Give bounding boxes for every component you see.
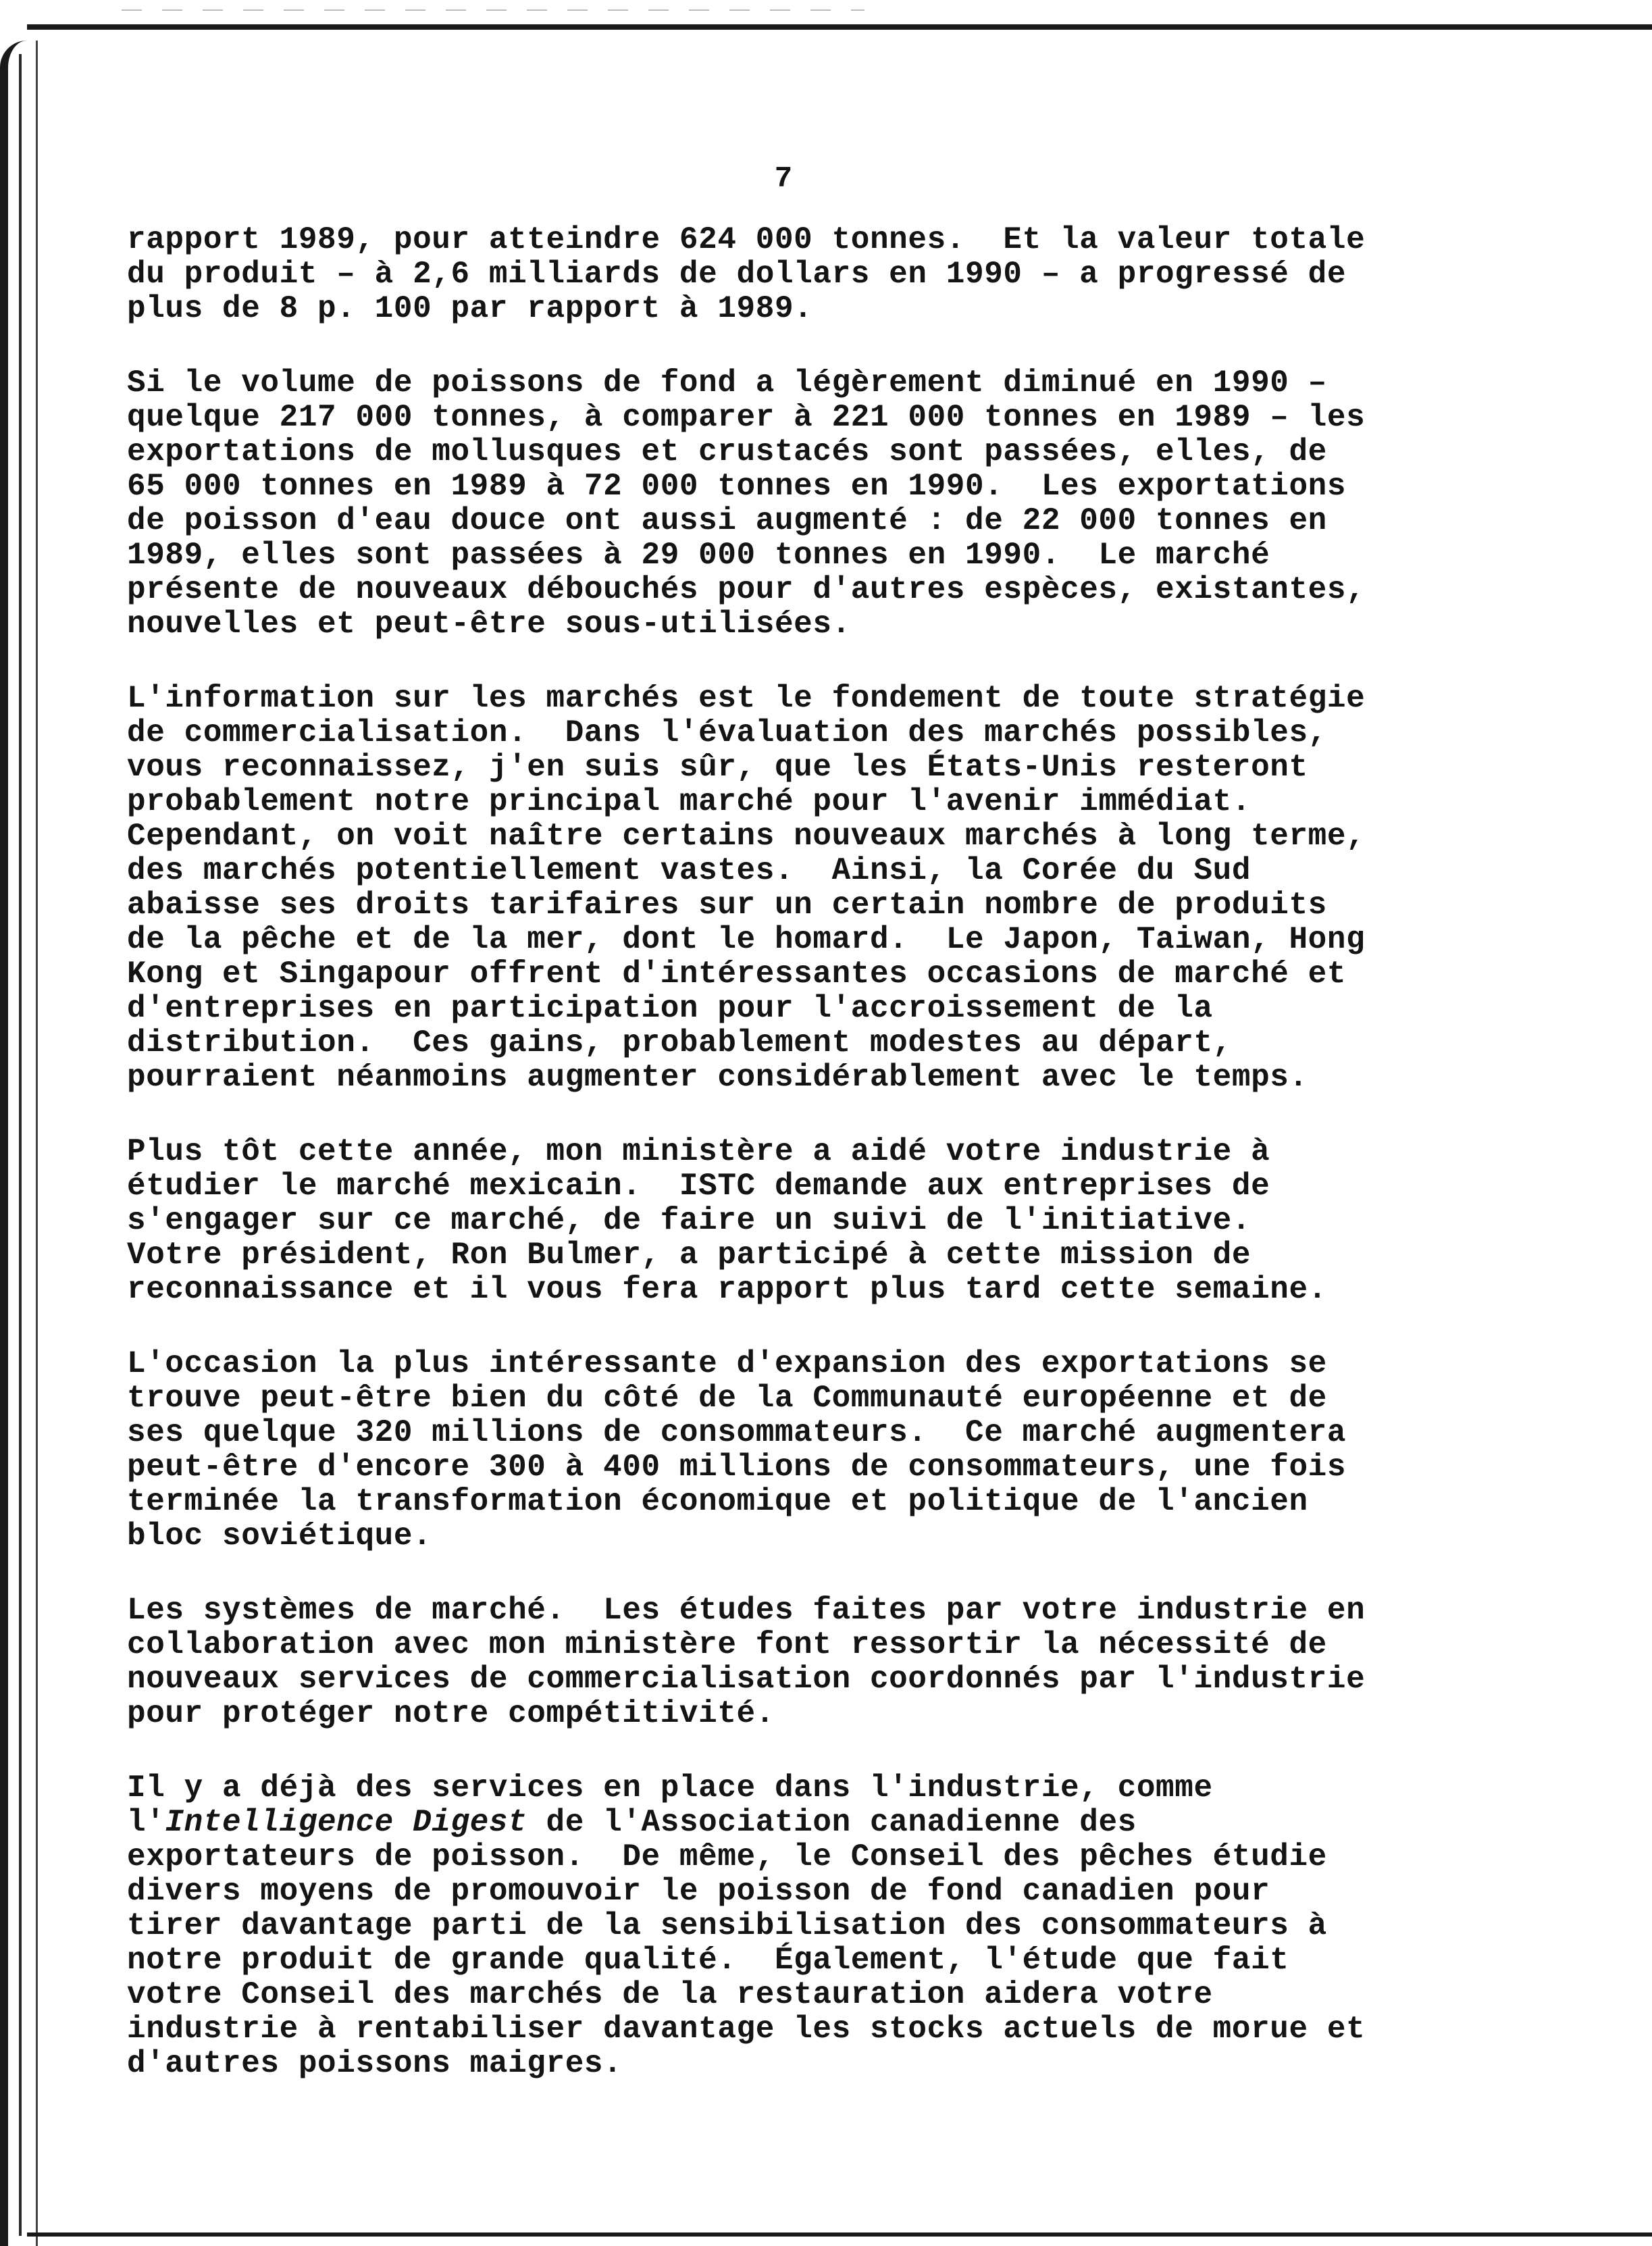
- paragraph-industry-services: [127, 1771, 1545, 2081]
- paragraph-export-volume: [127, 223, 1545, 326]
- text-line: Si le volume de poissons de fond a légèrement diminué en 1990 –: [127, 365, 1327, 401]
- publication-title: Intelligence Digest: [165, 1805, 527, 1840]
- text-line: exportateurs de poisson. De même, le Conseil des pêches étudie: [127, 1839, 1327, 1874]
- text-line: [127, 682, 1545, 716]
- text-line: vous reconnaissez, j'en suis sûr, que les États-Unis resteront: [127, 750, 1308, 785]
- text-line: [127, 1593, 1545, 1628]
- text-line: Il y a déjà des services en place dans l'industrie, comme: [127, 1770, 1213, 1806]
- text-fragment: de l'Association canadienne des: [527, 1805, 1137, 1840]
- text-line: Votre président, Ron Bulmer, a participé à cette mission de: [127, 1237, 1251, 1273]
- text-line: plus de 8 p. 100 par rapport à 1989.: [127, 291, 813, 326]
- text-line: notre produit de grande qualité. Également, l'étude que fait: [127, 1943, 1289, 1978]
- text-line: Cependant, on voit naître certains nouveaux marchés à long terme,: [127, 819, 1366, 854]
- text-line: pour protéger notre compétitivité.: [127, 1696, 775, 1731]
- text-line: ses quelque 320 millions de consommateurs. Ce marché augmentera: [127, 1415, 1347, 1450]
- section-heading-market-systems: Les systèmes de marché.: [127, 1593, 565, 1628]
- paragraph-market-systems: [127, 1593, 1545, 1731]
- text-line: reconnaissance et il vous fera rapport plus tard cette semaine.: [127, 1272, 1327, 1307]
- text-fragment: est le fondement de toute stratégie: [679, 681, 1366, 716]
- text-line: divers moyens de promouvoir le poisson de fond canadien pour: [127, 1874, 1270, 1909]
- paragraph-market-information: [127, 682, 1545, 1095]
- text-line: Kong et Singapour offrent d'intéressantes occasions de marché et: [127, 956, 1347, 992]
- text-fragment: Les études faites par votre industrie en: [565, 1593, 1366, 1628]
- page-border-left-inner: [19, 54, 22, 2236]
- text-line: trouve peut-être bien du côté de la Communauté européenne et de: [127, 1381, 1327, 1416]
- text-line: votre Conseil des marchés de la restauration aidera votre: [127, 1977, 1213, 2012]
- text-line: collaboration avec mon ministère font ressortir la nécessité de: [127, 1627, 1327, 1662]
- page-border-top: [27, 24, 1652, 30]
- page-number: 7: [774, 162, 793, 196]
- text-line: peut-être d'encore 300 à 400 millions de consommateurs, une fois: [127, 1450, 1347, 1485]
- text-line: rapport 1989, pour atteindre 624 000 tonnes. Et la valeur totale: [127, 222, 1366, 257]
- text-line: de commercialisation. Dans l'évaluation des marchés possibles,: [127, 715, 1327, 750]
- text-line: de la pêche et de la mer, dont le homard. Le Japon, Taiwan, Hong: [127, 922, 1366, 957]
- paragraph-mexican-market: [127, 1135, 1545, 1307]
- text-line: 1989, elles sont passées à 29 000 tonnes en 1990. Le marché: [127, 538, 1270, 573]
- text-line: présente de nouveaux débouchés pour d'autres espèces, existantes,: [127, 572, 1366, 607]
- text-line: nouveaux services de commercialisation coordonnés par l'industrie: [127, 1662, 1366, 1697]
- paragraph-european-community: [127, 1347, 1545, 1554]
- text-line: L'occasion la plus intéressante d'expansion des exportations se: [127, 1346, 1327, 1381]
- scan-artifact-top: [122, 9, 864, 11]
- text-line: abaisse ses droits tarifaires sur un certain nombre de produits: [127, 888, 1327, 923]
- text-line: d'autres poissons maigres.: [127, 2046, 623, 2081]
- text-line: terminée la transformation économique et politique de l'ancien: [127, 1484, 1308, 1519]
- text-line: nouvelles et peut-être sous-utilisées.: [127, 607, 851, 642]
- text-line: des marchés potentiellement vastes. Ainsi, la Corée du Sud: [127, 853, 1251, 888]
- section-heading-market-information: information sur les marchés: [165, 681, 679, 716]
- text-line: [127, 1806, 1545, 1840]
- text-line: de poisson d'eau douce ont aussi augmenté : de 22 000 tonnes en: [127, 503, 1327, 538]
- text-prefix: l': [127, 1805, 165, 1840]
- page-border-bottom: [27, 2232, 1652, 2237]
- text-line: probablement notre principal marché pour l'avenir immédiat.: [127, 784, 1251, 819]
- text-line: s'engager sur ce marché, de faire un suivi de l'initiative.: [127, 1203, 1251, 1238]
- text-line: distribution. Ces gains, probablement modestes au départ,: [127, 1025, 1232, 1061]
- text-line: quelque 217 000 tonnes, à comparer à 221 000 tonnes en 1989 – les: [127, 400, 1366, 435]
- text-prefix: L': [127, 681, 165, 716]
- text-line: d'entreprises en participation pour l'accroissement de la: [127, 991, 1213, 1026]
- text-line: exportations de mollusques et crustacés sont passées, elles, de: [127, 434, 1327, 469]
- text-line: industrie à rentabiliser davantage les stocks actuels de morue et: [127, 2012, 1366, 2047]
- text-line: Plus tôt cette année, mon ministère a aidé votre industrie à: [127, 1134, 1270, 1169]
- text-line: pourraient néanmoins augmenter considérablement avec le temps.: [127, 1060, 1308, 1095]
- text-line: tirer davantage parti de la sensibilisation des consommateurs à: [127, 1908, 1327, 1943]
- text-line: étudier le marché mexicain. ISTC demande aux entreprises de: [127, 1169, 1270, 1204]
- document-body: [127, 223, 1545, 2121]
- paragraph-groundfish: [127, 366, 1545, 642]
- text-line: bloc soviétique.: [127, 1518, 432, 1554]
- text-line: du produit – à 2,6 milliards de dollars en 1990 – a progressé de: [127, 257, 1347, 292]
- text-line: 65 000 tonnes en 1989 à 72 000 tonnes en 1990. Les exportations: [127, 469, 1347, 504]
